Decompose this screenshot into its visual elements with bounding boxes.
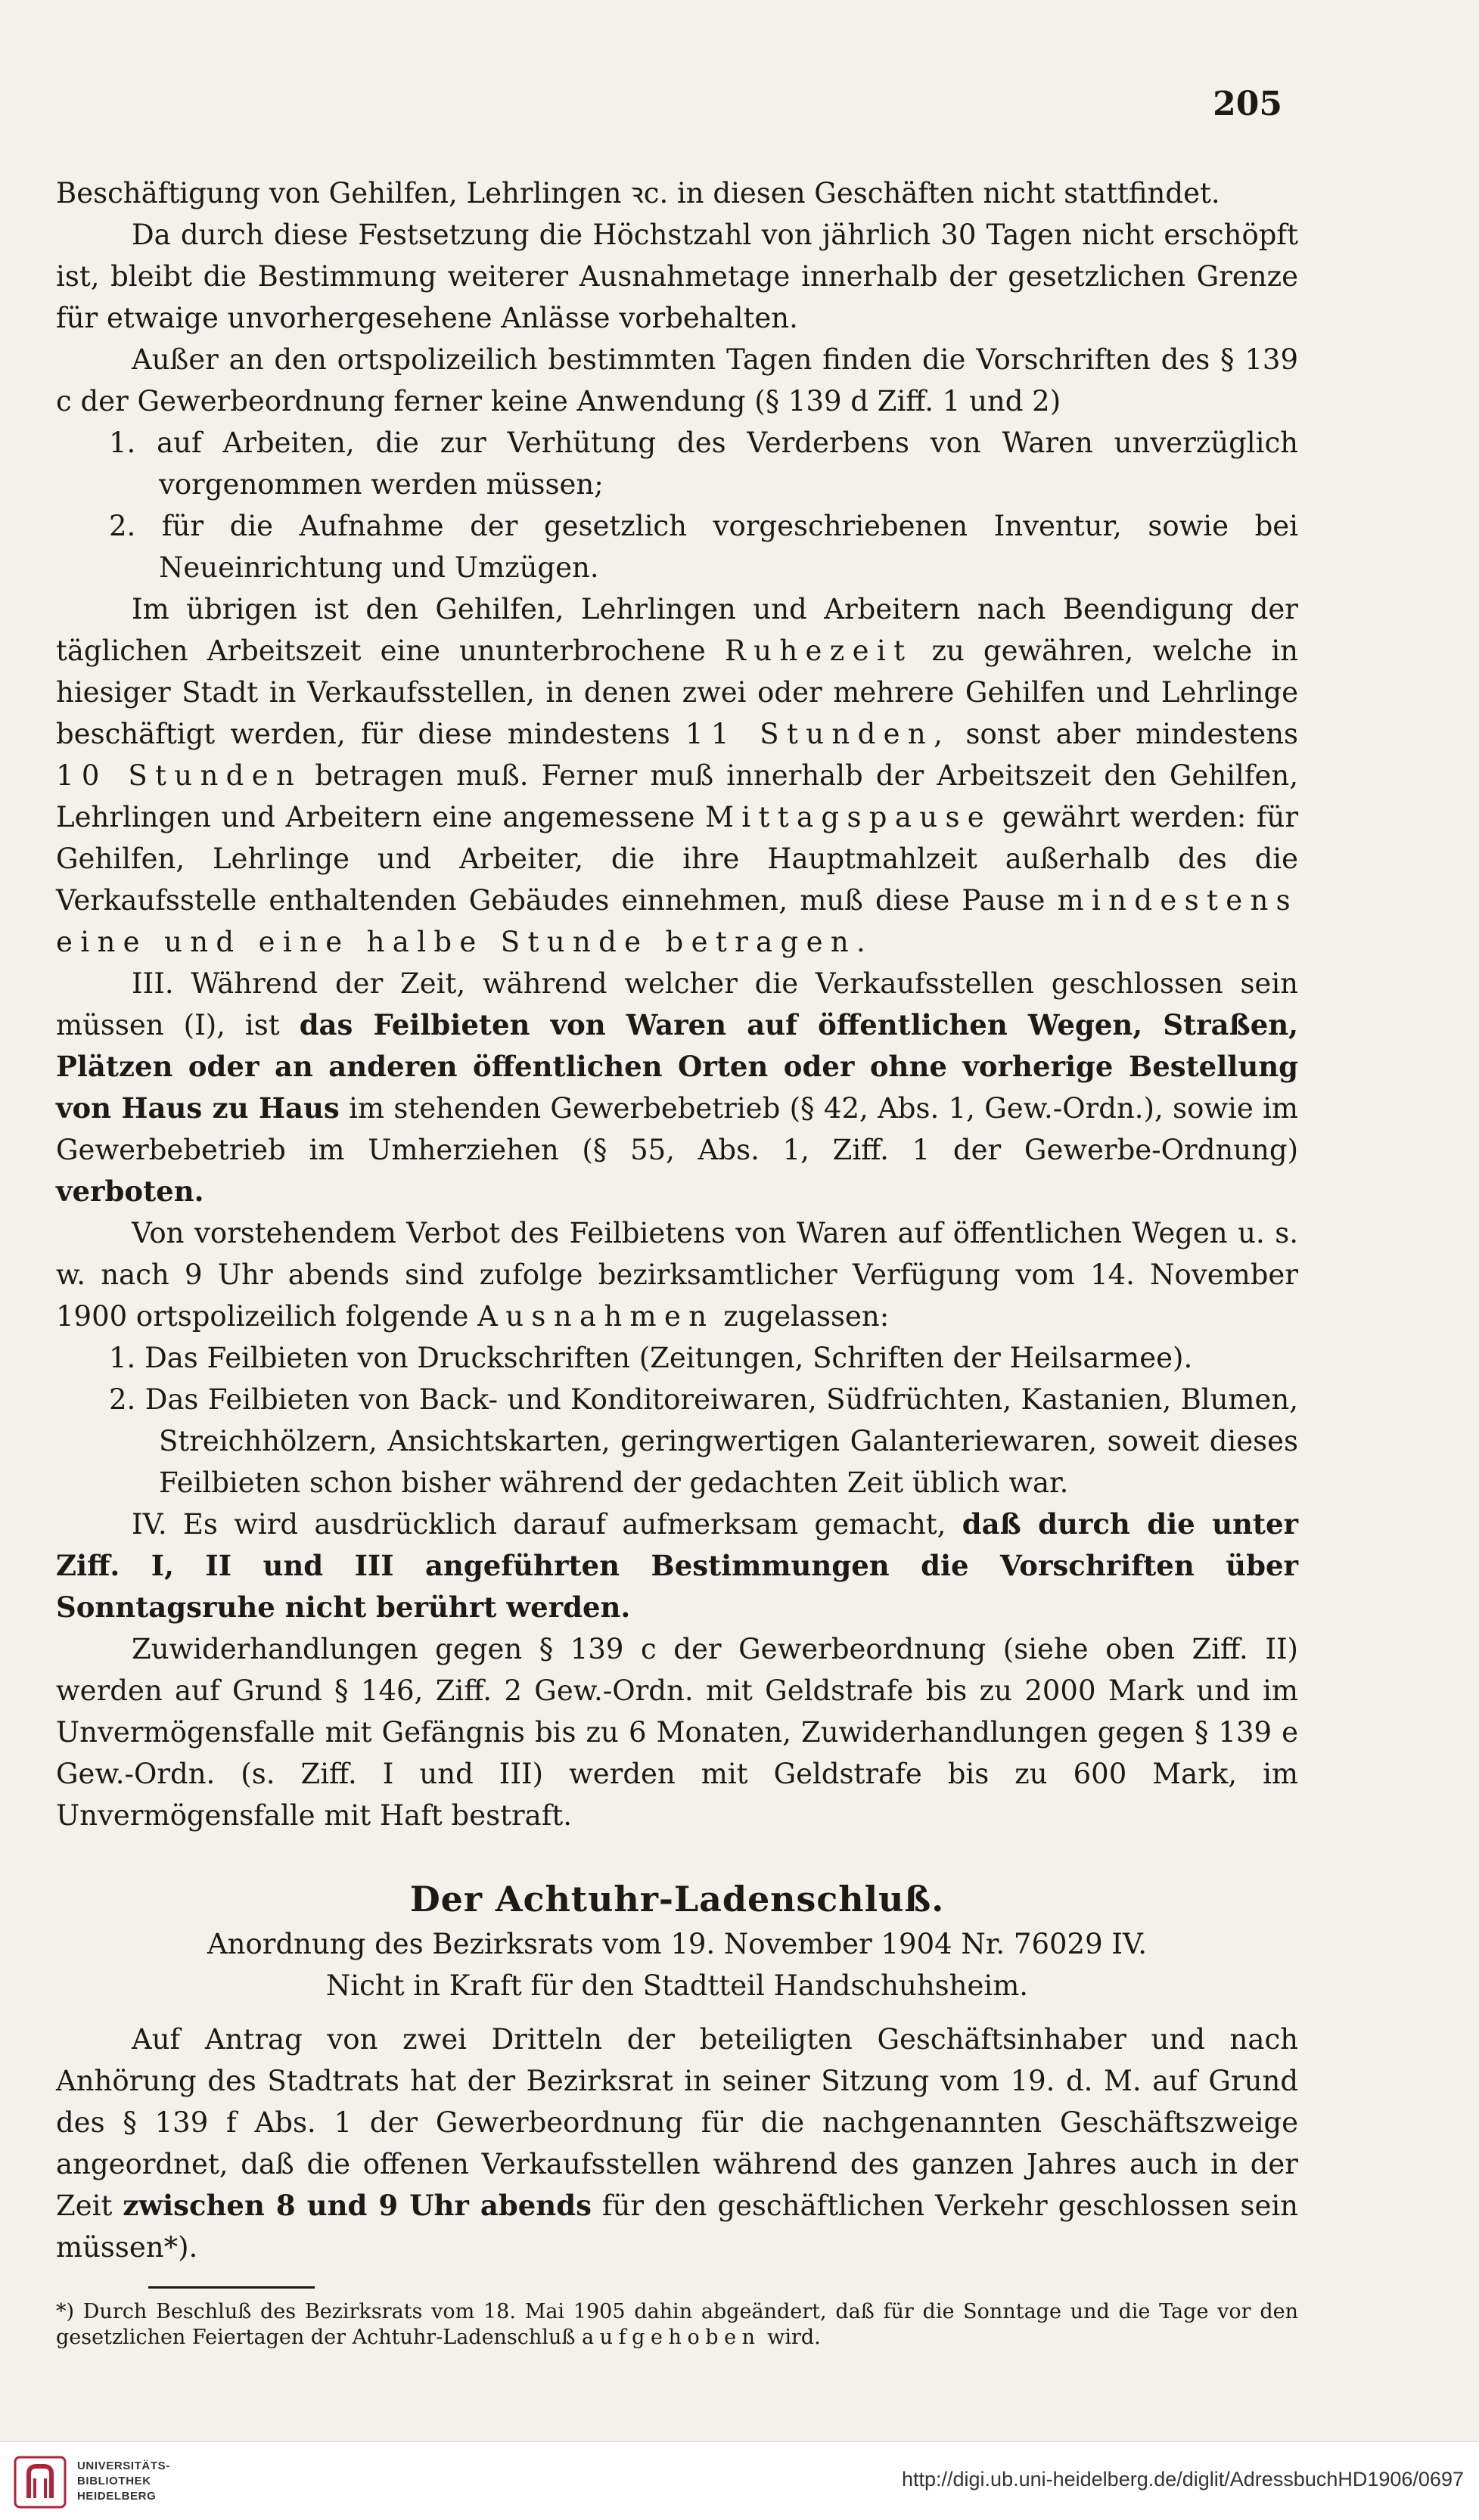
library-name-line: UNIVERSITÄTS- xyxy=(77,2459,170,2472)
text-run: Von vorstehendem Verbot des Feilbietens von Waren auf öffentlichen Wegen u. s. w. nach 9 Uhr abends sind zufolge bezirksamtlicher Verfügung vom 14. November 1900 ortspolizeilich folgende xyxy=(56,1217,1298,1333)
list-item xyxy=(56,505,1298,588)
bold-text: das Feilbieten von Waren auf öffentlichen Wegen, Straßen, Plätzen oder an anderen öffentlichen Orten oder ohne vorherige Bestellung von Haus zu Haus xyxy=(56,1008,1299,1125)
list-item-text: Das Feilbieten von Druckschriften (Zeitungen, Schriften der Heilsarmee). xyxy=(144,1342,1193,1374)
list-item-number: 1. xyxy=(109,427,136,459)
paragraph: Beschäftigung von Gehilfen, Lehrlingen ꝛc. in diesen Geschäften nicht stattfindet. xyxy=(56,177,1220,209)
list-item-number: 2. xyxy=(109,510,136,542)
paragraph: Außer an den ortspolizeilich bestimmten Tagen finden die Vorschriften des § 139 c der Gewerbeordnung ferner keine Anwendung (§ 139 d Ziff. 1 und 2) xyxy=(56,343,1298,417)
spaced-emphasis: 11 Stunden, xyxy=(685,718,951,750)
text-run: gewährt werden: für Gehilfen, Lehrlinge und Arbeiter, die ihre Hauptmahlzeit außerhalb des die Verkaufsstelle enthaltenden Gebäudes einnehmen, muß diese Pause xyxy=(56,801,1299,917)
paragraph xyxy=(56,2019,1298,2268)
list-item xyxy=(56,1337,1298,1379)
text-run: für den geschäftlichen Verkehr geschlossen sein müssen*). xyxy=(56,2189,1299,2264)
paragraph: Da durch diese Festsetzung die Höchstzahl von jährlich 30 Tagen nicht erschöpft ist, bleibt die Bestimmung weiterer Ausnahmetage innerhalb der gesetzlichen Grenze für etwaige unvorhergesehene Anlässe vorbehalten. xyxy=(56,219,1298,334)
ub-heidelberg-logo-icon xyxy=(14,2456,67,2509)
text-run: wird. xyxy=(767,2326,821,2349)
paragraph xyxy=(56,1504,1298,1628)
text-run: Auf Antrag von zwei Dritteln der beteiligten Geschäftsinhaber und nach Anhörung des Stadtrats hat der Bezirksrat in seiner Sitzung vom 19. d. M. auf Grund des § 139 f Abs. 1 der Gewerbeordnung für die nachgenannten Geschäftszweige angeordnet, daß die offenen Verkaufsstellen während des ganzen Jahres auch in der Zeit xyxy=(56,2023,1298,2222)
spaced-emphasis: 10 Stunden xyxy=(56,759,303,792)
list-item-text: für die Aufnahme der gesetzlich vorgeschriebenen Inventur, sowie bei Neueinrichtung und Umzügen. xyxy=(159,510,1298,584)
paragraph xyxy=(56,588,1298,963)
library-name xyxy=(77,2459,170,2504)
list-item-number: 2. xyxy=(109,1383,136,1416)
page-body xyxy=(56,172,1298,2351)
text-run: betragen muß. Ferner muß innerhalb der Arbeitszeit den Gehilfen, Lehrlingen und Arbeitern eine angemessene xyxy=(56,759,1298,833)
section-heading: Der Achtuhr-Ladenschluß. xyxy=(409,1879,945,1919)
list-item-text: auf Arbeiten, die zur Verhütung des Verderbens von Waren unverzüglich vorgenommen werden müssen; xyxy=(157,427,1298,501)
text-run: *) Durch Beschluß des Bezirksrats vom 18. Mai 1905 dahin abgeändert, daß für die Sonntage und die Tage vor den gesetzlichen Feiertagen der Achtuhr-Ladenschluß xyxy=(56,2300,1298,2349)
list-item-number: 1. xyxy=(109,1342,136,1374)
bold-text: verboten. xyxy=(56,1175,204,1208)
paragraph xyxy=(56,1212,1298,1337)
text-run: zu gewähren, welche in hiesiger Stadt in Verkaufsstellen, in denen zwei oder mehrere Gehilfen und Lehrlinge beschäftigt werden, für diese mindestens xyxy=(56,635,1298,750)
spaced-emphasis: Ruhezeit xyxy=(724,635,913,667)
spaced-emphasis: aufgehoben xyxy=(581,2326,761,2349)
spaced-emphasis: mindestens eine und eine halbe Stunde betragen. xyxy=(56,884,1298,958)
text-run: sonst aber mindestens xyxy=(965,718,1299,750)
section-subtitle: Nicht in Kraft für den Stadtteil Handschuhsheim. xyxy=(325,1969,1029,2002)
text-run: zugelassen: xyxy=(723,1300,890,1333)
section-subtitle: Anordnung des Bezirksrats vom 19. November 1904 Nr. 76029 IV. xyxy=(207,1928,1148,1960)
footnote-divider xyxy=(148,2286,315,2289)
text-run: im stehenden Gewerbebetrieb (§ 42, Abs. 1, Gew.-Ordn.), sowie im Gewerbebetrieb im Umherziehen (§ 55, Abs. 1, Ziff. 1 der Gewerbe-Ordnung) xyxy=(56,1092,1299,1166)
digitization-footer xyxy=(0,2441,1479,2520)
library-name-line: BIBLIOTHEK xyxy=(77,2475,151,2487)
page-number: 205 xyxy=(1213,85,1282,123)
footnote xyxy=(56,2299,1298,2351)
library-name-line: HEIDELBERG xyxy=(77,2490,157,2503)
text-run: Im übrigen ist den Gehilfen, Lehrlingen und Arbeitern nach Beendigung der täglichen Arbeitszeit eine ununterbrochene xyxy=(56,593,1298,667)
source-url-link[interactable]: http://digi.ub.uni-heidelberg.de/diglit/AdressbuchHD1906/0697 xyxy=(901,2468,1464,2491)
list-item-text: Das Feilbieten von Back- und Konditoreiwaren, Südfrüchten, Kastanien, Blumen, Streichhölzern, Ansichtskarten, geringwertigen Galanteriewaren, soweit dieses Feilbieten schon bisher während der gedachten Zeit üblich war. xyxy=(144,1383,1299,1499)
paragraph: Zuwiderhandlungen gegen § 139 c der Gewerbeordnung (siehe oben Ziff. II) werden auf Grund § 146, Ziff. 2 Gew.-Ordn. mit Geldstrafe bis zu 2000 Mark und im Unvermögensfalle mit Gefängnis bis zu 6 Monaten, Zuwiderhandlungen gegen § 139 e Gew.-Ordn. (s. Ziff. I und III) werden mit Geldstrafe bis zu 600 Mark, im Unvermögensfalle mit Haft bestraft. xyxy=(56,1633,1298,1832)
paragraph xyxy=(56,963,1298,1212)
spaced-emphasis: Ausnahmen xyxy=(477,1300,715,1333)
spaced-emphasis: Mittagspause xyxy=(705,801,993,833)
text-run: IV. Es wird ausdrücklich darauf aufmerksam gemacht, xyxy=(132,1508,946,1541)
bold-text: zwischen 8 und 9 Uhr abends xyxy=(123,2189,592,2222)
bold-text: daß durch die unter Ziff. I, II und III angeführten Bestimmungen die Vorschriften über Sonntagsruhe nicht berührt werden. xyxy=(56,1507,1298,1624)
list-item xyxy=(56,422,1298,505)
text-run: III. Während der Zeit, während welcher die Verkaufsstellen geschlossen sein müssen (I), ist xyxy=(56,967,1298,1041)
list-item xyxy=(56,1379,1298,1504)
